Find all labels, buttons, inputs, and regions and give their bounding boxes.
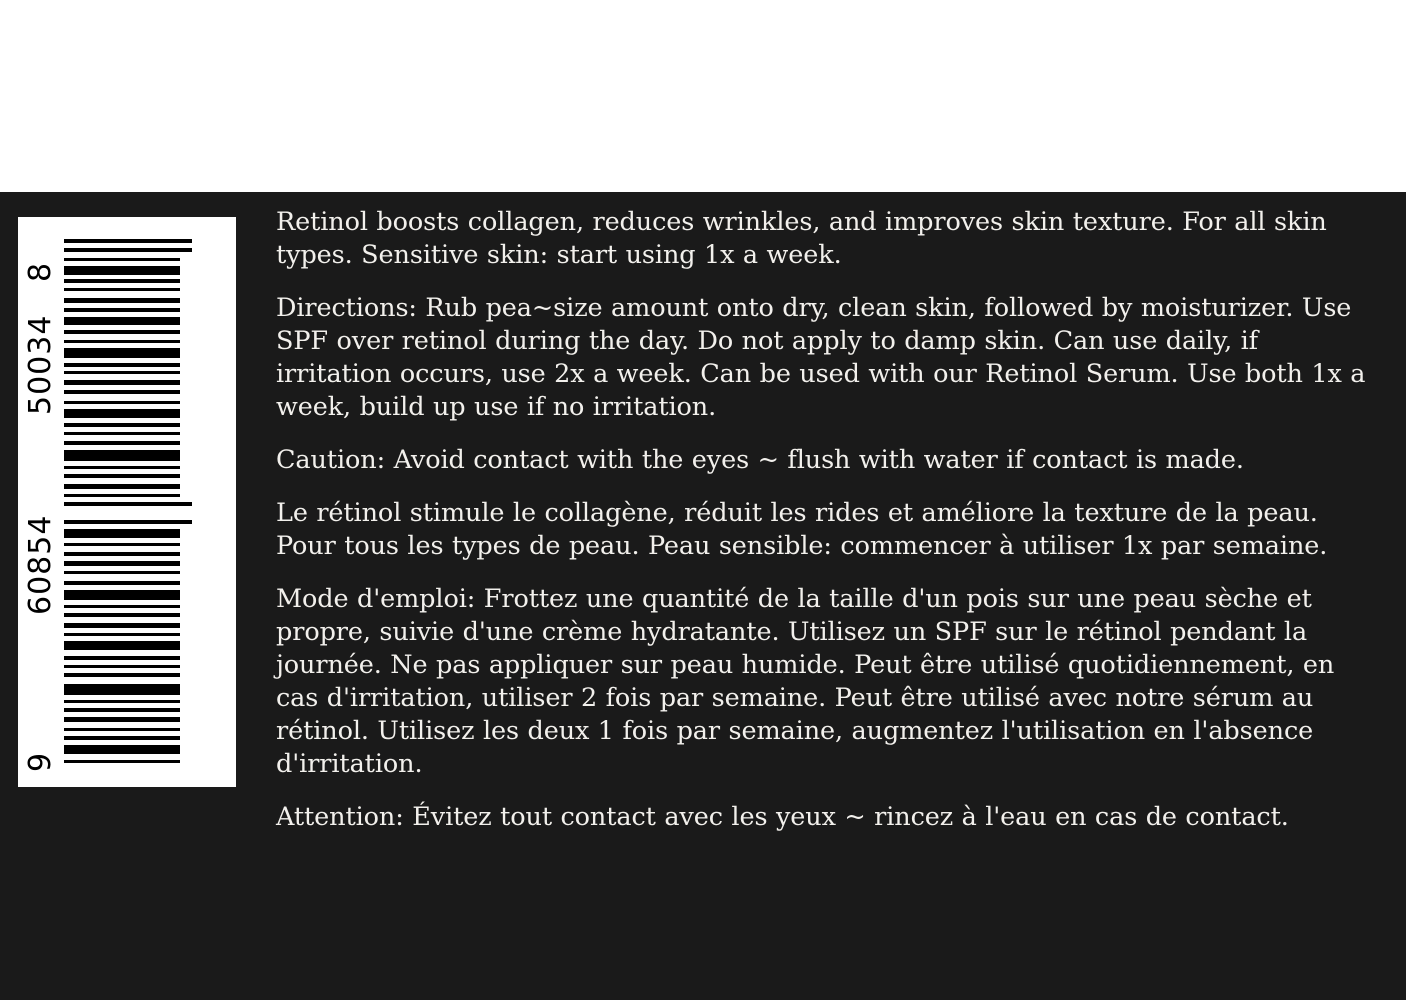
barcode-bar — [64, 450, 180, 461]
paragraph-english-caution: Caution: Avoid contact with the eyes ~ flush with water if contact is made. — [276, 445, 1244, 475]
barcode-bar — [64, 552, 180, 556]
barcode-bar — [64, 571, 180, 574]
barcode-bar — [64, 330, 180, 334]
barcode-bar — [64, 348, 180, 358]
barcode-bar — [64, 590, 180, 600]
barcode-bar — [64, 380, 180, 385]
upc-barcode — [18, 217, 236, 787]
barcode-bar — [64, 760, 180, 763]
barcode-bar — [64, 432, 180, 435]
barcode-bar — [64, 633, 180, 636]
barcode-bar — [64, 581, 180, 585]
barcode-bar — [64, 371, 180, 374]
barcode-bar — [64, 390, 180, 394]
barcode-bar — [64, 441, 180, 445]
barcode-bar — [64, 641, 180, 650]
barcode-bar — [64, 529, 180, 538]
barcode-bar — [64, 401, 180, 404]
barcode-bar — [64, 266, 180, 275]
label-text-column — [276, 206, 1376, 834]
paragraph-french-benefits: Le rétinol stimule le collagène, réduit les rides et améliore la texture de la peau. Pour tous les types de peau. Peau sensible: commencer à utiliser 1x par semaine. — [276, 498, 1328, 561]
barcode-bar — [64, 474, 180, 478]
barcode-bar — [64, 700, 180, 703]
barcode-bar — [64, 673, 180, 677]
barcode-bar — [64, 623, 180, 628]
barcode-bar — [64, 239, 192, 243]
barcode-bar — [64, 248, 192, 252]
barcode-bar — [64, 484, 180, 489]
barcode-bar — [64, 656, 180, 660]
barcode-bar — [64, 258, 180, 261]
barcode-bar — [64, 561, 180, 566]
barcode-bar — [64, 520, 192, 524]
paragraph-english-directions: Directions: Rub pea~size amount onto dry, clean skin, followed by moisturizer. Use SPF over retinol during the day. Do not apply to damp skin. Can use daily, if irritation occurs, use 2x a week. Can be used with our Retinol Serum. Use both 1x a week, build up use if no irritation. — [276, 293, 1366, 422]
paragraph-english-benefits: Retinol boosts collagen, reduces wrinkles, and improves skin texture. For all skin types. Sensitive skin: start using 1x a week. — [276, 207, 1327, 270]
barcode-bar — [64, 288, 180, 291]
barcode-bar — [64, 298, 180, 303]
barcode-bar — [64, 340, 180, 343]
barcode-bar — [64, 363, 180, 367]
barcode-bar — [64, 717, 180, 722]
barcode-bar — [64, 409, 180, 418]
barcode-digit: 60854 — [23, 514, 58, 615]
barcode-digit-group — [18, 217, 64, 787]
barcode-bar — [64, 279, 180, 283]
paragraph-french-directions: Mode d'emploi: Frottez une quantité de la taille d'un pois sur une peau sèche et propre, suivie d'une crème hydratante. Utilisez un SPF sur le rétinol pendant la journée. Ne pas appliquer sur peau humide. Peut être utilisé quotidiennement, en cas d'irritation, utiliser 2 fois par semaine. Peut être utilisé avec notre sérum au rétinol. Utilisez les deux 1 fois par semaine, augmentez l'utilisation en l'absence d'irritation. — [276, 584, 1335, 779]
barcode-bar — [64, 708, 180, 712]
barcode-bar — [64, 423, 180, 427]
product-label-panel — [0, 192, 1406, 1000]
barcode-digit: 9 — [23, 751, 58, 773]
barcode-digit: 8 — [23, 261, 58, 283]
barcode-bar — [64, 736, 180, 740]
barcode-bar — [64, 494, 180, 497]
barcode-bars — [64, 239, 192, 767]
barcode-bar — [64, 308, 180, 312]
paragraph-french-caution: Attention: Évitez tout contact avec les yeux ~ rincez à l'eau en cas de contact. — [276, 802, 1289, 832]
barcode-bar — [64, 502, 192, 506]
barcode-bar — [64, 728, 180, 731]
barcode-bar — [64, 317, 180, 325]
barcode-digit: 50034 — [23, 314, 58, 415]
barcode-bar — [64, 543, 180, 546]
barcode-bar — [64, 613, 180, 617]
barcode-bar — [64, 745, 180, 754]
barcode-bar — [64, 605, 180, 608]
barcode-bar — [64, 665, 180, 668]
barcode-bar — [64, 466, 180, 469]
barcode-bar — [64, 684, 180, 695]
